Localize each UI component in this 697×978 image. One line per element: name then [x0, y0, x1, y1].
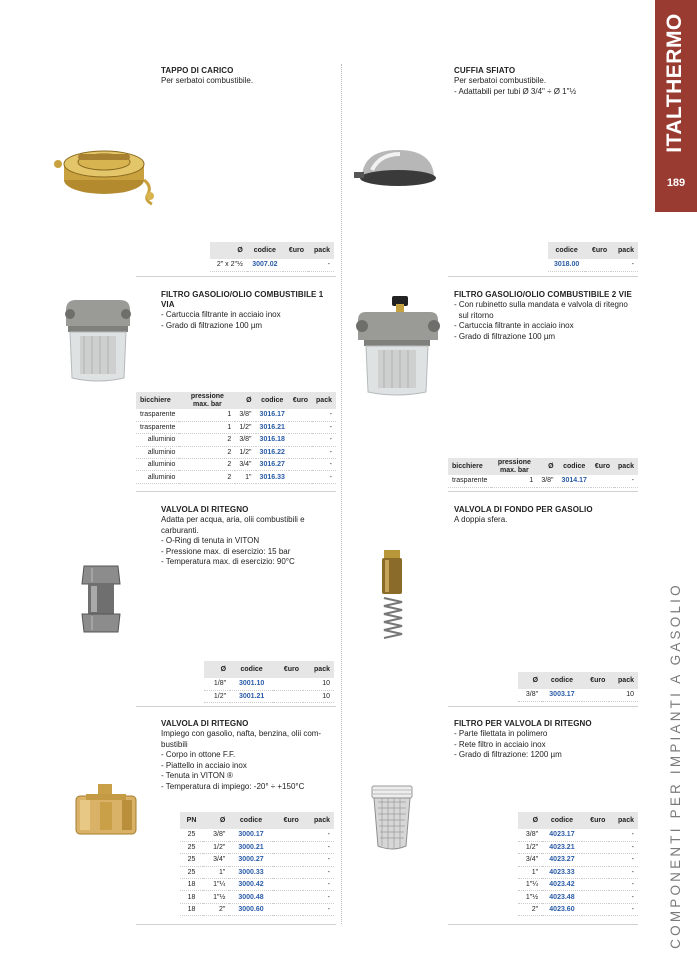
cell-price — [273, 678, 303, 690]
cell-code: 4023.17 — [542, 829, 582, 841]
cell-code: 3016.22 — [256, 446, 289, 458]
cell-pack: - — [312, 409, 336, 421]
brand-logo — [655, 13, 695, 153]
filtro-per-valvola-image — [368, 784, 416, 854]
cell-pack: - — [609, 841, 638, 853]
product-valvola-di-ritegno-2 — [161, 719, 339, 792]
cell-pack: - — [312, 459, 336, 471]
cell-pack: - — [303, 829, 334, 841]
description-line: - Pressione max. di esercizio: 15 bar — [161, 546, 291, 556]
cell-pack: - — [609, 829, 638, 841]
cuffia-sfiato-image — [350, 144, 440, 194]
cell-code: 4023.60 — [542, 903, 582, 915]
cell-code: 3000.48 — [229, 891, 272, 903]
cell-price — [273, 879, 303, 891]
col-header: Ø — [518, 812, 542, 829]
table-row — [180, 841, 334, 853]
cell-price — [591, 475, 614, 487]
table-row — [180, 866, 334, 878]
table-filtro-2-vie — [448, 458, 638, 488]
cell-diameter: 1" — [235, 471, 255, 483]
col-header: €uro — [585, 242, 611, 259]
table-row — [548, 259, 638, 271]
cell-code: 3000.17 — [229, 829, 272, 841]
product-title: VALVOLA DI RITEGNO — [161, 719, 249, 728]
cell-bicchiere: trasparente — [136, 421, 179, 433]
cell-price — [582, 829, 610, 841]
product-filtro-1-via — [161, 290, 339, 331]
description-line: - O-Ring di tenuta in VITON — [161, 536, 260, 545]
cell-code: 3016.17 — [256, 409, 289, 421]
col-header: pack — [609, 812, 638, 829]
cell-pack: 10 — [303, 678, 334, 690]
cell-code: 4023.21 — [542, 841, 582, 853]
cell-price — [289, 459, 312, 471]
table-row — [204, 678, 334, 690]
cell-pressure: 2 — [179, 459, 235, 471]
cell-code: 3007.02 — [247, 259, 283, 271]
table-valvola-ritegno-2 — [180, 812, 334, 916]
product-tappo-di-carico — [161, 66, 336, 87]
col-header: €uro — [273, 661, 303, 678]
brand-text: ITALTHERMO — [663, 13, 686, 153]
col-header: pressione max. bar — [179, 392, 235, 409]
cell-price — [289, 471, 312, 483]
cell-price — [273, 829, 303, 841]
description-line: - Cartuccia filtrante in acciaio inox — [454, 321, 574, 330]
col-header: €uro — [289, 392, 312, 409]
table-row — [136, 459, 336, 471]
cell-pn: 25 — [180, 829, 203, 841]
product-description — [161, 310, 339, 331]
product-filtro-2-vie — [454, 290, 644, 342]
cell-price — [273, 841, 303, 853]
cell-price — [273, 891, 303, 903]
cell-code: 3016.21 — [256, 421, 289, 433]
cell-code: 4023.27 — [542, 854, 582, 866]
cell-pn: 25 — [180, 841, 203, 853]
product-title: VALVOLA DI RITEGNO — [161, 505, 249, 514]
description-line: bustibili — [161, 739, 188, 749]
cell-pack: - — [312, 434, 336, 446]
product-description — [454, 729, 644, 761]
cell-bicchiere: trasparente — [448, 475, 491, 487]
cell-pressure: 1 — [491, 475, 537, 487]
cell-pack: - — [609, 866, 638, 878]
table-row — [518, 879, 638, 891]
description-line: - Piattello in acciaio inox — [161, 760, 247, 770]
cell-price — [582, 879, 610, 891]
cell-pack: - — [303, 866, 334, 878]
table-row — [180, 854, 334, 866]
description-line: A doppia sfera. — [454, 515, 508, 524]
cell-diameter: 2" — [518, 903, 542, 915]
cell-code: 4023.48 — [542, 891, 582, 903]
cell-diameter: 1"¼ — [518, 879, 542, 891]
cell-diameter: 3/8" — [203, 829, 229, 841]
product-title: TAPPO DI CARICO — [161, 66, 234, 75]
cell-diameter: 1/2" — [518, 841, 542, 853]
col-header: pack — [614, 458, 638, 475]
col-header: bicchiere — [136, 392, 179, 409]
table-row — [518, 891, 638, 903]
table-row — [136, 471, 336, 483]
cell-code: 3016.33 — [256, 471, 289, 483]
cell-price — [582, 903, 610, 915]
cell-pack: - — [312, 446, 336, 458]
table-filtro-1-via — [136, 392, 336, 484]
description-line: sul ritorno — [454, 310, 494, 320]
cell-pack: - — [312, 421, 336, 433]
cell-code: 3000.42 — [229, 879, 272, 891]
col-header: Ø — [204, 661, 230, 678]
description-line: - Parte filettata in polimero — [454, 729, 548, 738]
table-row — [136, 421, 336, 433]
table-valvola-fondo — [518, 672, 638, 702]
valvola-di-fondo-image — [378, 548, 408, 644]
col-header: pack — [609, 672, 638, 689]
cell-price — [289, 434, 312, 446]
table-row — [136, 446, 336, 458]
row-divider — [448, 491, 638, 492]
cell-code: 3018.00 — [548, 259, 585, 271]
col-header: €uro — [283, 242, 308, 259]
col-header: PN — [180, 812, 203, 829]
cell-diameter: 1" — [518, 866, 542, 878]
product-valvola-di-fondo — [454, 505, 644, 526]
table-row — [180, 829, 334, 841]
col-header: €uro — [273, 812, 303, 829]
description-line: - Corpo in ottone F.F. — [161, 750, 236, 759]
cell-price — [289, 446, 312, 458]
col-header: codice — [548, 242, 585, 259]
cell-diameter: 3/4" — [235, 459, 255, 471]
col-header: pressione max. bar — [491, 458, 537, 475]
product-filtro-per-valvola — [454, 719, 644, 761]
description-line: - Grado di filtrazione: 1200 µm — [454, 750, 562, 759]
cell-diameter: 1"¼ — [203, 879, 229, 891]
col-header: €uro — [582, 812, 610, 829]
cell-pn: 18 — [180, 879, 203, 891]
description-line: - Rete filtro in acciaio inox — [454, 739, 546, 749]
cell-diameter: 1/2" — [235, 446, 255, 458]
cell-bicchiere: alluminio — [136, 459, 179, 471]
cell-pn: 18 — [180, 891, 203, 903]
col-header: Ø — [203, 812, 229, 829]
cell-price — [582, 891, 610, 903]
cell-bicchiere: alluminio — [136, 434, 179, 446]
cell-diameter: 2" x 2"½ — [210, 259, 247, 271]
cell-diameter: 3/4" — [203, 854, 229, 866]
product-description — [454, 300, 644, 342]
cell-price — [273, 854, 303, 866]
valvola-di-ritegno-1-image — [78, 562, 124, 636]
cell-code: 3001.21 — [230, 690, 273, 702]
description-line: - Adattabili per tubi Ø 3/4" ÷ Ø 1"½ — [454, 86, 577, 96]
product-description — [161, 76, 336, 87]
filtro-2-vie-image — [350, 294, 446, 398]
cell-pn: 25 — [180, 866, 203, 878]
tappo-di-carico-image — [48, 136, 160, 206]
table-row — [136, 409, 336, 421]
cell-code: 3000.33 — [229, 866, 272, 878]
product-description — [454, 76, 644, 97]
table-row — [136, 434, 336, 446]
description-line: - Cartuccia filtrante in acciaio inox — [161, 310, 281, 319]
cell-price — [582, 689, 610, 701]
cell-price — [273, 903, 303, 915]
cell-price — [289, 421, 312, 433]
cell-pack: 10 — [609, 689, 638, 701]
product-valvola-di-ritegno-1 — [161, 505, 339, 568]
table-row — [518, 689, 638, 701]
cell-pack: - — [303, 841, 334, 853]
description-line: - Temperatura max. di esercizio: 90°C — [161, 557, 295, 566]
table-filtro-per-valvola — [518, 812, 638, 916]
cell-pressure: 2 — [179, 446, 235, 458]
row-divider — [448, 706, 638, 707]
row-divider — [448, 924, 638, 925]
table-tappo — [210, 242, 334, 272]
cell-pack: - — [609, 854, 638, 866]
row-divider — [136, 924, 336, 925]
cell-pack: - — [312, 471, 336, 483]
product-title: VALVOLA DI FONDO PER GASOLIO — [454, 505, 593, 514]
cell-code: 3014.17 — [558, 475, 591, 487]
cell-diameter: 1/2" — [204, 690, 230, 702]
cell-pn: 25 — [180, 854, 203, 866]
description-line: Adatta per acqua, aria, olii combustibili e — [161, 515, 305, 524]
table-row — [180, 903, 334, 915]
cell-bicchiere: trasparente — [136, 409, 179, 421]
col-header: codice — [247, 242, 283, 259]
cell-pack: - — [609, 891, 638, 903]
col-header: €uro — [582, 672, 610, 689]
filtro-1-via-image — [62, 296, 134, 384]
cell-pack: - — [609, 879, 638, 891]
cell-pack: - — [308, 259, 334, 271]
cell-code: 3003.17 — [542, 689, 582, 701]
valvola-di-ritegno-2-image — [72, 782, 140, 840]
col-header: codice — [256, 392, 289, 409]
cell-bicchiere: alluminio — [136, 471, 179, 483]
cell-pn: 18 — [180, 903, 203, 915]
cell-code: 3000.27 — [229, 854, 272, 866]
column-divider — [341, 64, 342, 924]
cell-price — [582, 866, 610, 878]
table-row — [518, 829, 638, 841]
cell-diameter: 3/4" — [518, 854, 542, 866]
col-header: pack — [312, 392, 336, 409]
col-header: pack — [611, 242, 638, 259]
description-line: Impiego con gasolio, nafta, benzina, olii com- — [161, 729, 322, 738]
cell-diameter: 3/8" — [537, 475, 557, 487]
product-title: CUFFIA SFIATO — [454, 66, 516, 75]
description-line: - Tenuta in VITON ® — [161, 771, 233, 780]
col-header: codice — [542, 672, 582, 689]
col-header: codice — [558, 458, 591, 475]
cell-diameter: 3/8" — [518, 689, 542, 701]
col-header: codice — [230, 661, 273, 678]
description-line: carburanti. — [161, 525, 199, 535]
cell-pressure: 1 — [179, 409, 235, 421]
cell-bicchiere: alluminio — [136, 446, 179, 458]
cell-diameter: 3/8" — [235, 409, 255, 421]
product-title: FILTRO PER VALVOLA DI RITEGNO — [454, 719, 592, 728]
description-line: Per serbatoi combustibile. — [161, 76, 254, 85]
cell-diameter: 1/8" — [204, 678, 230, 690]
section-title — [663, 581, 687, 949]
cell-diameter: 1"½ — [203, 891, 229, 903]
cell-price — [582, 854, 610, 866]
col-header: Ø — [235, 392, 255, 409]
table-cuffia — [548, 242, 638, 272]
cell-pack: - — [611, 259, 638, 271]
section-title-text: COMPONENTI PER IMPIANTI A GASOLIO — [667, 581, 683, 949]
col-header: Ø — [210, 242, 247, 259]
description-line: - Grado di filtrazione 100 µm — [454, 331, 556, 341]
cell-pack: - — [609, 903, 638, 915]
cell-price — [273, 866, 303, 878]
cell-pack: 10 — [303, 690, 334, 702]
col-header: €uro — [591, 458, 614, 475]
table-row — [180, 879, 334, 891]
row-divider — [136, 706, 336, 707]
cell-code: 3001.10 — [230, 678, 273, 690]
cell-code: 3016.18 — [256, 434, 289, 446]
page-number: 189 — [666, 177, 686, 189]
cell-pressure: 1 — [179, 421, 235, 433]
cell-diameter: 1"½ — [518, 891, 542, 903]
col-header: pack — [303, 661, 334, 678]
product-description — [161, 729, 339, 792]
cell-price — [289, 409, 312, 421]
cell-price — [273, 690, 303, 702]
product-title: FILTRO GASOLIO/OLIO COMBUSTIBILE 2 VIE — [454, 290, 632, 299]
description-line: - Temperatura di impiego: -20° ÷ +150°C — [161, 781, 305, 791]
cell-price — [582, 841, 610, 853]
cell-diameter: 1/2" — [203, 841, 229, 853]
col-header: Ø — [518, 672, 542, 689]
col-header: codice — [229, 812, 272, 829]
cell-price — [585, 259, 611, 271]
product-cuffia-sfiato — [454, 66, 644, 97]
description-line: - Grado di filtrazione 100 µm — [161, 320, 263, 330]
cell-pack: - — [303, 903, 334, 915]
cell-diameter: 2" — [203, 903, 229, 915]
cell-code: 3000.21 — [229, 841, 272, 853]
table-valvola-ritegno-1 — [204, 661, 334, 703]
cell-code: 4023.42 — [542, 879, 582, 891]
table-row — [518, 866, 638, 878]
table-row — [210, 259, 334, 271]
table-row — [448, 475, 638, 487]
col-header: Ø — [537, 458, 557, 475]
cell-pressure: 2 — [179, 471, 235, 483]
cell-pack: - — [614, 475, 638, 487]
cell-pressure: 2 — [179, 434, 235, 446]
cell-pack: - — [303, 854, 334, 866]
cell-diameter: 1/2" — [235, 421, 255, 433]
cell-code: 3000.60 — [229, 903, 272, 915]
row-divider — [448, 276, 638, 277]
col-header: pack — [308, 242, 334, 259]
product-description — [161, 515, 339, 568]
table-row — [204, 690, 334, 702]
col-header: bicchiere — [448, 458, 491, 475]
table-row — [518, 903, 638, 915]
description-line: Per serbatoi combustibile. — [454, 76, 547, 85]
description-line: - Con rubinetto sulla mandata e valvola di ritegno — [454, 300, 628, 309]
cell-diameter: 3/8" — [235, 434, 255, 446]
row-divider — [136, 276, 336, 277]
product-description — [454, 515, 644, 526]
table-row — [518, 841, 638, 853]
row-divider — [136, 491, 336, 492]
product-title: FILTRO GASOLIO/OLIO COMBUSTIBILE 1 VIA — [161, 290, 324, 309]
table-row — [180, 891, 334, 903]
cell-diameter: 3/8" — [518, 829, 542, 841]
cell-price — [283, 259, 308, 271]
col-header: pack — [303, 812, 334, 829]
cell-pack: - — [303, 879, 334, 891]
cell-diameter: 1" — [203, 866, 229, 878]
cell-code: 4023.33 — [542, 866, 582, 878]
table-row — [518, 854, 638, 866]
cell-code: 3016.27 — [256, 459, 289, 471]
cell-pack: - — [303, 891, 334, 903]
col-header: codice — [542, 812, 582, 829]
